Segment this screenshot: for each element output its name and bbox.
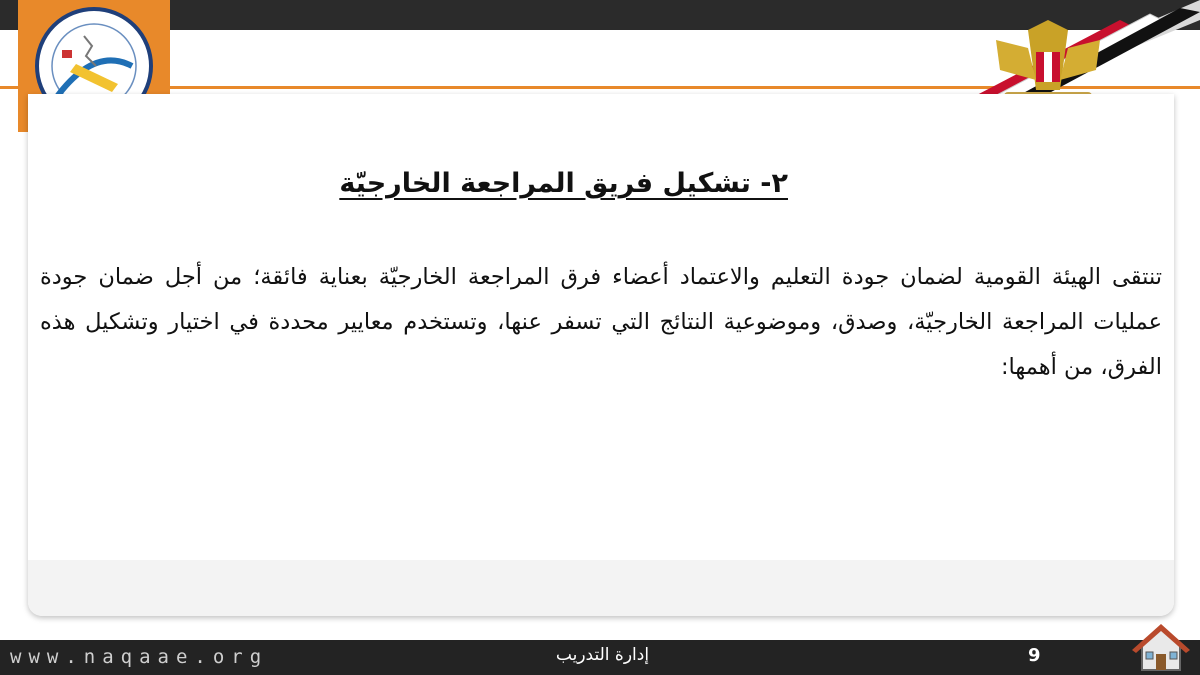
- page-number: 9: [1028, 645, 1041, 666]
- house-icon[interactable]: [1130, 620, 1192, 675]
- slide-title: ٢- تشكيل فريق المراجعة الخارجيّة: [339, 168, 788, 199]
- footer-url[interactable]: www.naqaae.org: [10, 646, 269, 668]
- slide-bottom-band: [28, 560, 1174, 616]
- footer-department-label: إدارة التدريب: [555, 645, 650, 665]
- slide-body-paragraph: تنتقى الهيئة القومية لضمان جودة التعليم والاعتماد أعضاء فرق المراجعة الخارجيّة بعناية فائقة؛ من أجل ضمان جودة عمليات المراجعة الخارجيّة، وصدق، وموضوعية النتائج التي تسفر عنها، وتستخدم معايير محددة في اختيار وتشكيل هذه الفرق، من أهمها:: [40, 264, 1162, 380]
